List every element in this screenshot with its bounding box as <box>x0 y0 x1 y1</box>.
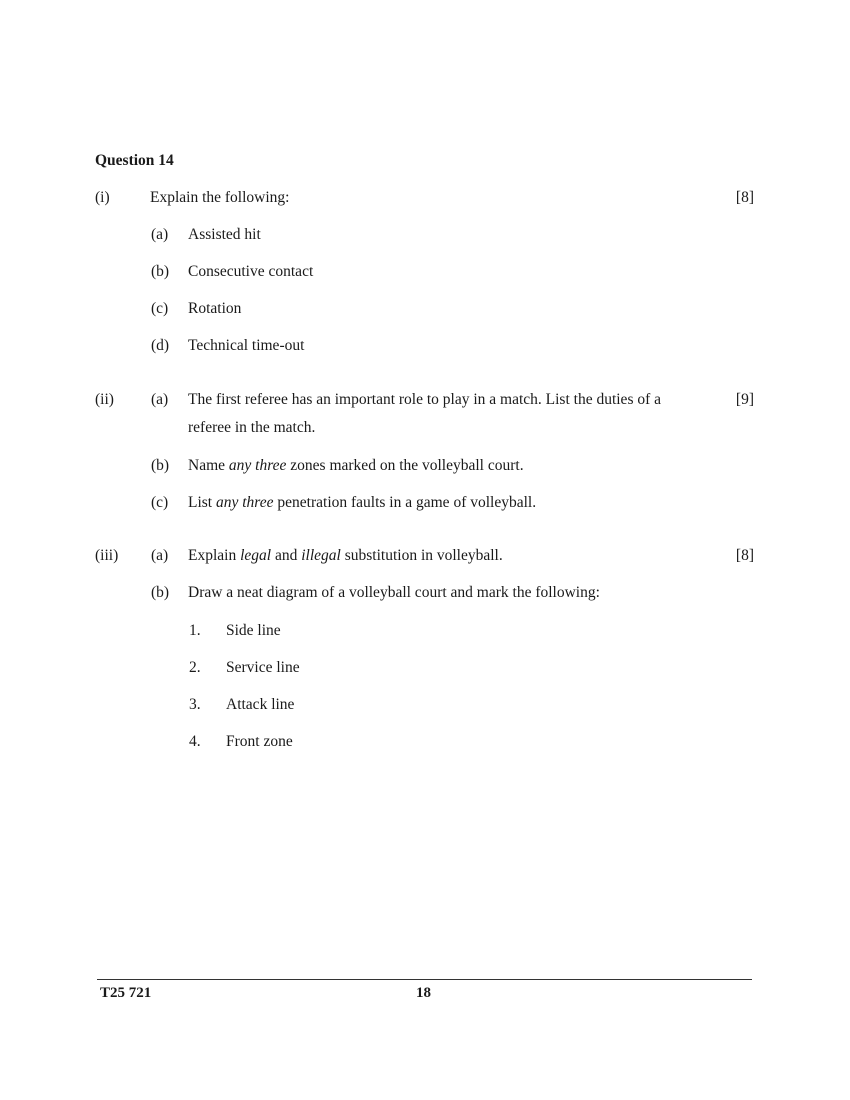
part-i-item-a-label: (a) <box>151 226 169 243</box>
part-ii-c-text: List any three penetration faults in a game of volleyball. <box>188 494 537 511</box>
emphasis: any three <box>216 494 274 511</box>
part-iii-a-label: (a) <box>151 547 169 564</box>
part-ii-a-label: (a) <box>151 391 169 408</box>
emphasis: legal <box>240 547 272 564</box>
question-title: Question 14 <box>95 152 174 169</box>
part-i-label: (i) <box>95 189 110 206</box>
part-iii-a-text: Explain legal and illegal substitution in volleyball. <box>188 547 503 564</box>
part-i-prompt: Explain the following: <box>150 189 290 206</box>
part-i-item-a-text: Assisted hit <box>188 226 261 243</box>
part-ii-c-label: (c) <box>151 494 169 511</box>
part-iii-label: (iii) <box>95 547 119 564</box>
part-i-item-b-text: Consecutive contact <box>188 263 314 280</box>
list-num-3: 3. <box>189 696 201 713</box>
part-i-marks: [8] <box>735 189 754 206</box>
part-i-item-c-label: (c) <box>151 300 169 317</box>
part-ii-b-text: Name any three zones marked on the volleyball court. <box>188 457 524 474</box>
list-num-2: 2. <box>189 659 201 676</box>
part-iii-marks: [8] <box>735 547 754 564</box>
part-ii-marks: [9] <box>735 391 754 408</box>
list-item-attack-line: Attack line <box>226 696 295 713</box>
list-item-service-line: Service line <box>226 659 300 676</box>
paper-code: T25 721 <box>100 985 152 1001</box>
part-ii-label: (ii) <box>95 391 114 408</box>
part-iii-b-label: (b) <box>151 584 170 601</box>
part-i-item-b-label: (b) <box>151 263 170 280</box>
list-num-4: 4. <box>189 733 201 750</box>
part-i-item-d-label: (d) <box>151 337 170 354</box>
footer-divider <box>97 979 752 980</box>
part-ii-b-label: (b) <box>151 457 170 474</box>
part-ii-a-line2: referee in the match. <box>188 419 316 436</box>
part-i-item-d-text: Technical time-out <box>188 337 305 354</box>
part-iii-b-text: Draw a neat diagram of a volleyball court and mark the following: <box>188 584 600 601</box>
list-num-1: 1. <box>189 622 201 639</box>
part-i-item-c-text: Rotation <box>188 300 242 317</box>
part-ii-a-line1: The first referee has an important role to play in a match. List the duties of a <box>188 391 662 408</box>
list-item-side-line: Side line <box>226 622 281 639</box>
emphasis: any three <box>228 457 287 474</box>
list-item-front-zone: Front zone <box>226 733 293 750</box>
page-number: 18 <box>416 985 431 1001</box>
emphasis: illegal <box>301 547 341 564</box>
